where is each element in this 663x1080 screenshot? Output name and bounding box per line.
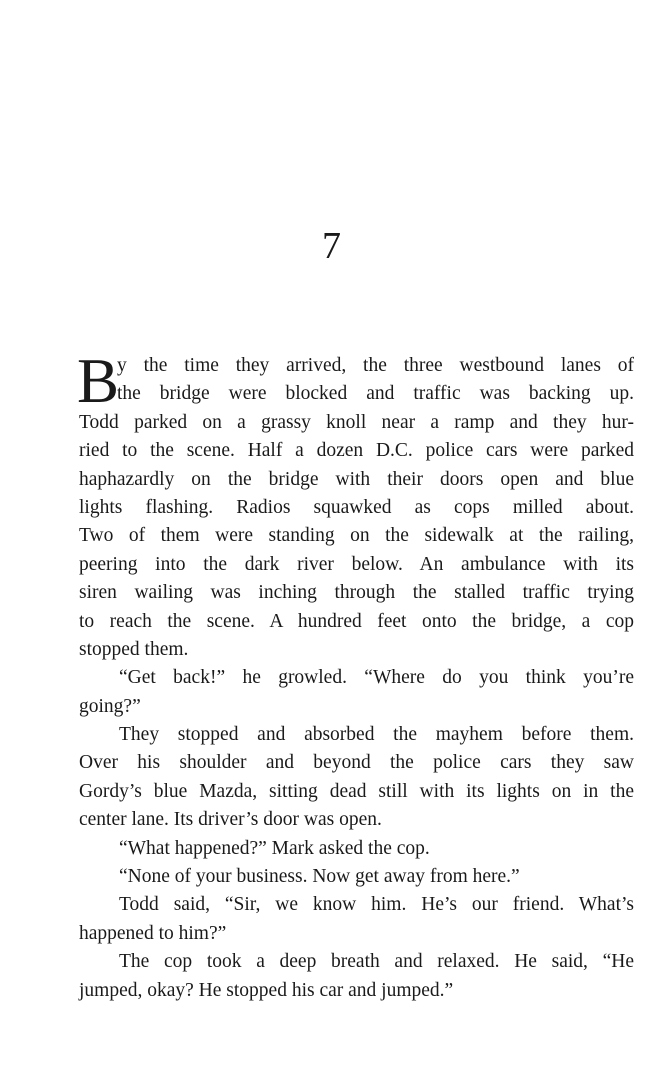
text-line: y the time they arrived, the three westbound lanes of — [117, 355, 634, 376]
text-line: the bridge were blocked and traffic was backing up. — [117, 383, 634, 405]
chapter-number: 7 — [322, 225, 341, 267]
text-line: haphazardly on the bridge with their doors open and blue — [79, 468, 634, 490]
text-line: They stopped and absorbed the mayhem before them. — [119, 724, 634, 746]
text-line: happened to him?” — [79, 922, 227, 944]
text-line: “Get back!” he growled. “Where do you think you’re — [119, 667, 634, 689]
text-line: The cop took a deep breath and relaxed. He said, “He — [119, 951, 634, 973]
text-line: “What happened?” Mark asked the cop. — [119, 837, 430, 859]
drop-cap: B — [77, 346, 120, 416]
text-line: to reach the scene. A hundred feet onto the bridge, a cop — [79, 610, 634, 632]
text-line: Gordy’s blue Mazda, sitting dead still with its lights on in the — [79, 780, 634, 802]
text-line: center lane. Its driver’s door was open. — [79, 809, 382, 831]
text-line: Todd said, “Sir, we know him. He’s our friend. What’s — [119, 894, 634, 916]
text-line: Two of them were standing on the sidewalk at the railing, — [79, 525, 634, 547]
text-line: peering into the dark river below. An ambulance with its — [79, 553, 634, 575]
chapter-text — [77, 346, 634, 1005]
text-line: stopped them. — [79, 638, 189, 660]
text-line: lights flashing. Radios squawked as cops milled about. — [79, 496, 634, 518]
text-line: jumped, okay? He stopped his car and jumped.” — [79, 979, 454, 1001]
opening-paragraph-start — [77, 346, 634, 416]
text-line: going?” — [79, 695, 141, 717]
text-line: siren wailing was inching through the stalled traffic trying — [79, 582, 634, 604]
text-line: Over his shoulder and beyond the police cars they saw — [79, 752, 634, 774]
text-line: Todd parked on a grassy knoll near a ramp and they hur- — [79, 411, 634, 433]
text-line: ried to the scene. Half a dozen D.C. police cars were parked — [79, 440, 634, 462]
text-line: “None of your business. Now get away from here.” — [119, 866, 520, 888]
